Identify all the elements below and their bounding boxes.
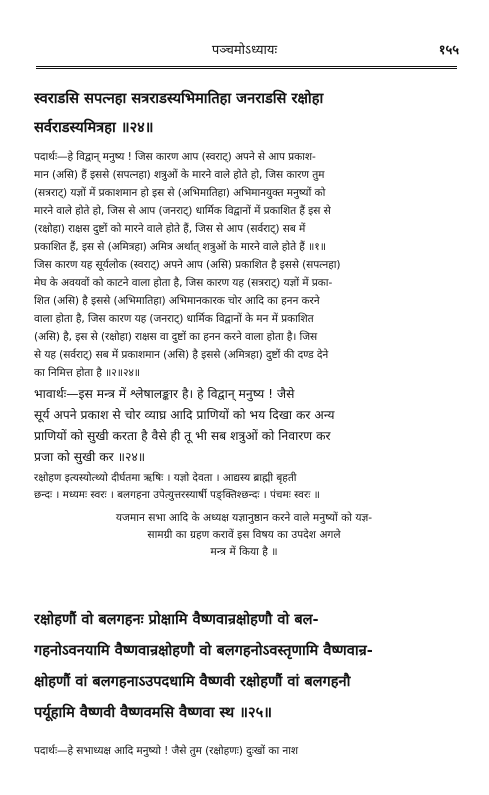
text-line: का निमित्त होता है ॥२॥२४॥ [34, 367, 141, 379]
text-line: सूर्य अपने प्रकाश से चोर व्याघ्र आदि प्राणियों को भय दिखा कर अन्य [34, 408, 335, 422]
page-header [30, 40, 459, 60]
mantra-line: पर्यूहामि वैष्णवी वैष्णवमसि वैष्णवा स्थ ॥२५॥ [34, 704, 272, 721]
text-line: (रक्षोहा) राक्षस दुष्टों को मारने वाले होते हैं, जिस से आप (सर्वराट्) सब में [34, 223, 306, 235]
text-line: सामग्री का ग्रहण करावें इस विषय का उपदेश अगले [147, 529, 341, 541]
text-line: वाला होता है, जिस कारण यह (जनराट्) धार्मिक विद्वानों के मन में प्रकाशित [34, 313, 314, 325]
chapter-title: पञ्चमोऽध्यायः [211, 43, 278, 58]
text-line: भावार्थः—इस मन्त्र में श्लेषालङ्कार है। हे विद्वान् मनुष्य ! जैसे [34, 387, 295, 401]
text-line: पदार्थः—हे सभाध्यक्ष आदि मनुष्यो ! जैसे तुम (रक्षोहणः) दुःखों का नाश [34, 745, 299, 757]
text-line: (सत्रराट्) यज्ञों में प्रकाशमान हो इस से (अभिमातिहा) अभिमानयुक्त मनुष्यों को [34, 187, 326, 199]
mantra-line: सर्वराडस्यमित्रहा ॥२४॥ [34, 119, 154, 136]
text-line: रक्षोहण इत्यस्योत्थ्यो दीर्घतमा ऋषिः । यज्ञो देवता । आद्यस्य ब्राह्मी बृहती [34, 472, 297, 484]
topic-intro [34, 510, 454, 561]
text-line: प्राणियों को सुखी करता है वैसे ही तू भी सब शत्रुओं को निवारण कर [34, 429, 331, 443]
mantra-line: गहनोऽवनयामि वैष्णवान्रक्षोहणौ वो बलगहनोऽवस्तृणामि वैष्णवान्र- [34, 642, 373, 659]
page-number: १५५ [438, 43, 459, 58]
text-line: मन्त्र में किया है ॥ [210, 546, 278, 558]
text-line: यजमान सभा आदि के अध्यक्ष यज्ञानुष्ठान करने वाले मनुष्यों को यज्ञ- [115, 512, 373, 524]
mantra-line: रक्षोहणौं वो बलगहनः प्रोक्षामि वैष्णवान्रक्षोहणौ वो बल- [34, 611, 319, 628]
text-line: पदार्थः—हे विद्वान् मनुष्य ! जिस कारण आप (स्वराट्) अपने से आप प्रकाश- [34, 151, 316, 163]
text-line: छन्दः । मध्यमः स्वरः । बलगहना उपेत्युत्तरस्यार्षी पङ्क्तिश्छन्दः । पंचमः स्वरः ॥ [34, 489, 320, 501]
padartha-25 [34, 742, 454, 760]
text-line: से यह (सर्वराट्) सब में प्रकाशमान (असि) है इससे (अमित्रहा) दुष्टों की दण्ड देने [34, 349, 329, 361]
text-line: मारने वाले होते हो, जिस से आप (जनराट्) धार्मिक विद्वानों में प्रकाशित हैं इस से [34, 205, 331, 217]
text-line: जिस कारण यह सूर्यलोक (स्वराट्) अपने आप (असि) प्रकाशित है इससे (सपत्नहा) [34, 259, 341, 271]
rishi-devata-note [34, 470, 454, 504]
bhavartha-24 [34, 384, 454, 468]
text-line: प्रकाशित हैं, इस से (अमित्रहा) अमित्र अर्थात् शत्रुओं के मारने वाले होते हैं ॥१॥ [34, 241, 326, 253]
text-line: (असि) है, इस से (रक्षोहा) राक्षस वा दुष्टों का हनन करने वाला होता है। जिस [34, 331, 318, 343]
mantra-line: क्षोहणौं वां बलगहनाऽउपदधामि वैष्णवी रक्षोहणौं वां बलगहनौ [34, 673, 351, 690]
text-line: मेघ के अवयवों को काटने वाला होता है, जिस कारण यह (सत्रराट्) यज्ञों में प्रका- [34, 277, 333, 289]
mantra-line: स्वराडसि सपत्नहा सत्रराडस्यभिमातिहा जनराडसि रक्षोहा [34, 90, 324, 107]
mantra-24 [34, 84, 454, 142]
text-line: शित (असि) है इससे (अभिमातिहा) अभिमानकारक चोर आदि का हनन करने [34, 295, 320, 307]
text-line: प्रजा को सुखी कर ॥२४॥ [34, 450, 146, 464]
mantra-25 [34, 604, 464, 728]
text-line: मान (असि) हैं इससे (सपत्नहा) शत्रुओं के मारने वाले होते हो, जिस कारण तुम [34, 169, 325, 181]
padartha-24 [34, 148, 454, 382]
header-rule [36, 66, 457, 69]
